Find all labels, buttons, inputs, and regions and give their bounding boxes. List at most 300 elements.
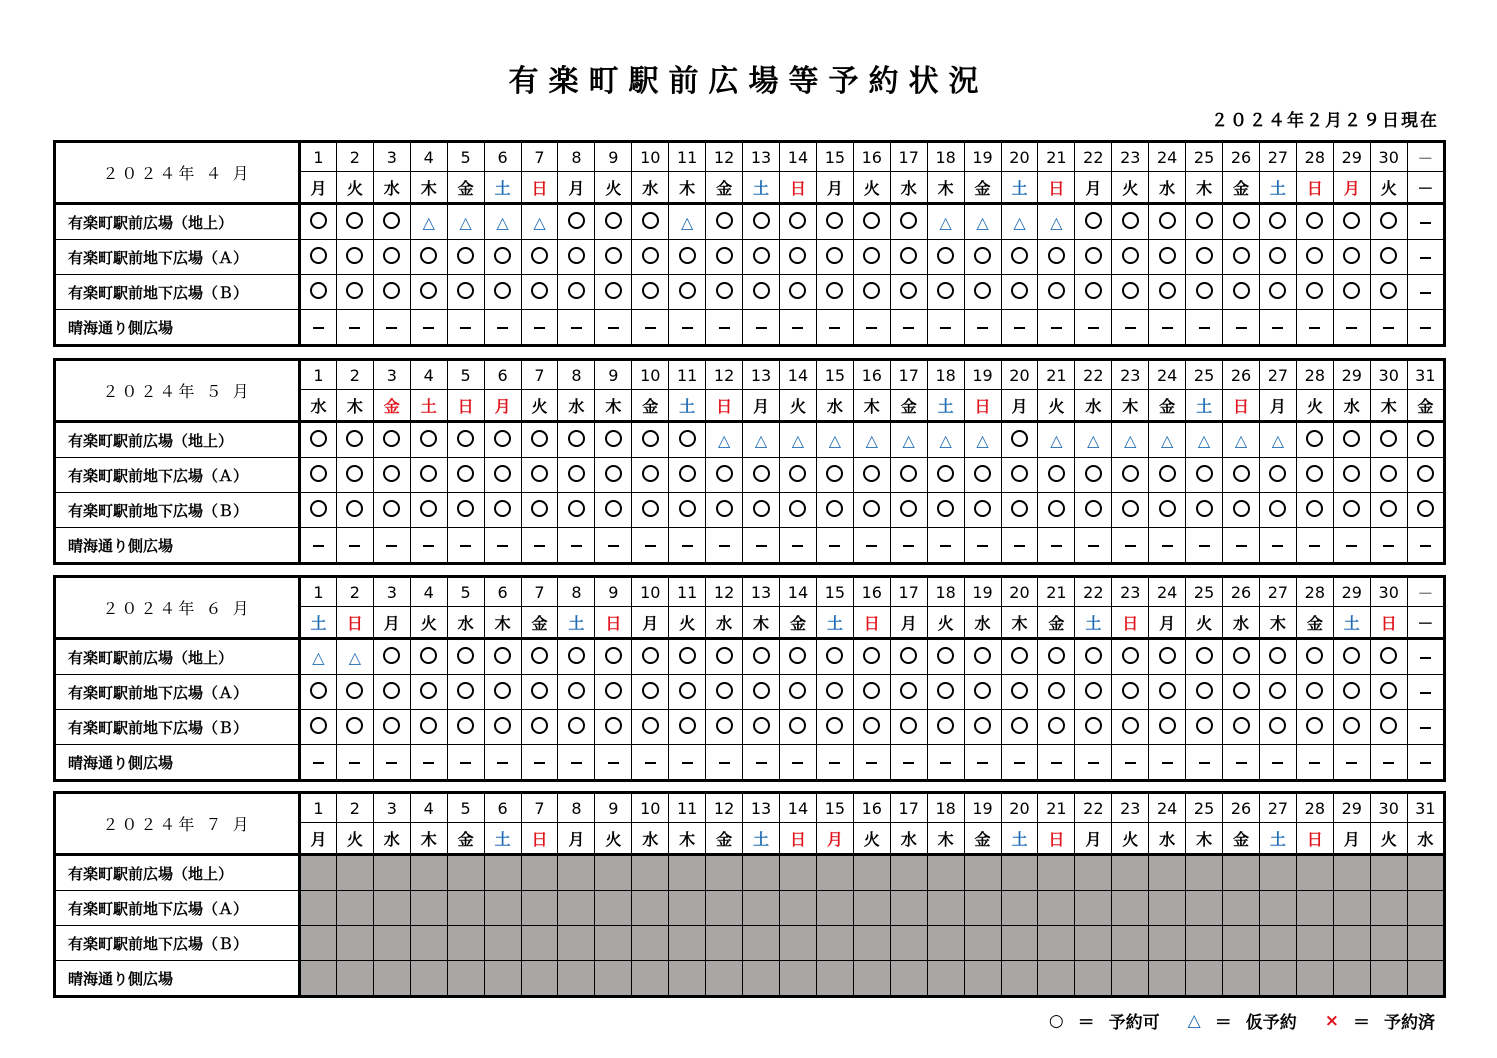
circle-icon — [531, 247, 548, 264]
venue-name: 有楽町駅前広場（地上） — [55, 855, 300, 891]
unavailable-cell — [1259, 855, 1296, 891]
available-circle-icon — [816, 675, 853, 710]
circle-icon — [937, 717, 954, 734]
available-circle-icon — [927, 493, 964, 528]
dash-icon — [792, 762, 803, 764]
day-number: 30 — [1370, 577, 1407, 607]
circle-icon — [1085, 282, 1102, 299]
weekday: 土 — [1333, 607, 1370, 639]
weekday: 月 — [300, 172, 337, 204]
weekday: 金 — [890, 390, 927, 422]
available-circle-icon — [1075, 204, 1112, 240]
tentative-triangle-icon: △ — [484, 204, 521, 240]
dash-icon — [1309, 545, 1320, 547]
circle-icon — [1085, 465, 1102, 482]
circle-icon — [1233, 212, 1250, 229]
available-circle-icon — [595, 458, 632, 493]
circle-icon — [1343, 682, 1360, 699]
circle-icon — [383, 500, 400, 517]
circle-icon — [383, 212, 400, 229]
unavailable-cell — [669, 891, 706, 926]
available-circle-icon — [373, 493, 410, 528]
weekday: 日 — [1296, 172, 1333, 204]
circle-icon — [1233, 465, 1250, 482]
unavailable-cell — [743, 961, 780, 997]
weekday: 日 — [1296, 823, 1333, 855]
circle-icon — [1306, 465, 1323, 482]
available-circle-icon — [1296, 639, 1333, 675]
unavailable-cell — [1333, 855, 1370, 891]
available-circle-icon — [1296, 493, 1333, 528]
no-slot-dash — [890, 310, 927, 346]
available-circle-icon — [1075, 458, 1112, 493]
day-number: 26 — [1223, 360, 1260, 390]
circle-icon — [1380, 500, 1397, 517]
circle-icon — [1085, 212, 1102, 229]
dash-icon — [423, 327, 434, 329]
available-circle-icon — [853, 275, 890, 310]
circle-icon — [605, 465, 622, 482]
dash-icon — [497, 762, 508, 764]
day-number: 11 — [669, 360, 706, 390]
unavailable-cell — [853, 855, 890, 891]
circle-icon — [346, 682, 363, 699]
available-circle-icon — [558, 675, 595, 710]
tentative-triangle-icon: △ — [447, 204, 484, 240]
available-circle-icon — [927, 458, 964, 493]
unavailable-cell — [521, 961, 558, 997]
circle-icon — [937, 282, 954, 299]
available-circle-icon — [1075, 240, 1112, 275]
available-circle-icon — [1112, 639, 1149, 675]
day-number: 11 — [669, 577, 706, 607]
day-number: 30 — [1370, 793, 1407, 823]
circle-icon — [457, 647, 474, 664]
circle-icon — [679, 717, 696, 734]
circle-icon — [568, 717, 585, 734]
available-circle-icon — [1259, 275, 1296, 310]
no-slot-dash — [816, 745, 853, 781]
day-number: 24 — [1149, 360, 1186, 390]
unavailable-cell — [1112, 891, 1149, 926]
unavailable-cell — [1001, 891, 1038, 926]
no-slot-dash — [484, 310, 521, 346]
circle-icon — [974, 682, 991, 699]
venue-row — [55, 240, 1445, 275]
circle-icon — [1196, 682, 1213, 699]
circle-icon — [789, 247, 806, 264]
circle-icon — [863, 212, 880, 229]
weekday: 土 — [1001, 172, 1038, 204]
day-number: 18 — [927, 360, 964, 390]
unavailable-cell — [1149, 891, 1186, 926]
unavailable-cell — [521, 891, 558, 926]
unavailable-cell — [1149, 855, 1186, 891]
circle-icon — [1048, 465, 1065, 482]
unavailable-cell — [1112, 855, 1149, 891]
unavailable-cell — [1407, 855, 1444, 891]
circle-icon — [383, 717, 400, 734]
available-circle-icon — [632, 204, 669, 240]
available-circle-icon — [558, 710, 595, 745]
circle-icon — [1011, 647, 1028, 664]
venue-row — [55, 926, 1445, 961]
unavailable-cell — [1370, 891, 1407, 926]
circle-icon — [1122, 647, 1139, 664]
circle-icon — [531, 647, 548, 664]
circle-icon — [1269, 682, 1286, 699]
day-number: 13 — [743, 142, 780, 172]
weekday: 金 — [706, 172, 743, 204]
day-number: 13 — [743, 577, 780, 607]
venue-row — [55, 745, 1445, 781]
day-number: 8 — [558, 577, 595, 607]
tentative-triangle-icon: △ — [743, 422, 780, 458]
no-slot-dash — [300, 528, 337, 564]
weekday: 水 — [816, 390, 853, 422]
circle-icon — [1269, 282, 1286, 299]
no-slot-dash — [447, 528, 484, 564]
no-slot-dash — [1038, 745, 1075, 781]
weekday: 木 — [410, 823, 447, 855]
available-circle-icon — [300, 675, 337, 710]
available-circle-icon — [1296, 275, 1333, 310]
circle-icon — [605, 212, 622, 229]
unavailable-cell — [743, 926, 780, 961]
no-slot-dash — [1001, 310, 1038, 346]
day-number: 10 — [632, 577, 669, 607]
day-number: 19 — [964, 142, 1001, 172]
unavailable-cell — [1038, 926, 1075, 961]
circle-icon — [1306, 430, 1323, 447]
available-circle-icon — [853, 493, 890, 528]
unavailable-cell — [779, 855, 816, 891]
weekday: 木 — [1112, 390, 1149, 422]
circle-icon — [716, 500, 733, 517]
dash-icon — [829, 762, 840, 764]
circle-icon — [753, 500, 770, 517]
venue-name: 晴海通り側広場 — [55, 310, 300, 346]
circle-icon — [568, 682, 585, 699]
day-number: 5 — [447, 577, 484, 607]
day-number: 28 — [1296, 577, 1333, 607]
circle-icon — [716, 212, 733, 229]
circle-icon — [1343, 647, 1360, 664]
day-number: 3 — [373, 793, 410, 823]
circle-icon — [974, 647, 991, 664]
no-slot-dash — [743, 310, 780, 346]
no-slot-dash — [964, 310, 1001, 346]
unavailable-cell — [706, 891, 743, 926]
unavailable-cell — [1296, 926, 1333, 961]
no-slot-dash — [336, 745, 373, 781]
unavailable-cell — [632, 855, 669, 891]
day-number: 5 — [447, 142, 484, 172]
no-slot-dash — [1001, 528, 1038, 564]
dash-icon — [1420, 257, 1431, 259]
available-circle-icon — [927, 710, 964, 745]
no-slot-dash — [1149, 528, 1186, 564]
available-circle-icon — [1001, 493, 1038, 528]
day-number: 4 — [410, 360, 447, 390]
available-circle-icon — [853, 710, 890, 745]
no-slot-dash — [890, 528, 927, 564]
circle-icon — [1196, 212, 1213, 229]
available-circle-icon — [816, 204, 853, 240]
circle-icon — [937, 247, 954, 264]
available-circle-icon — [1333, 422, 1370, 458]
circle-icon — [1159, 212, 1176, 229]
unavailable-cell — [927, 891, 964, 926]
available-circle-icon — [336, 422, 373, 458]
circle-icon — [1343, 500, 1360, 517]
circle-icon — [457, 247, 474, 264]
dash-icon — [460, 762, 471, 764]
day-number: 22 — [1075, 577, 1112, 607]
dash-icon — [1014, 327, 1025, 329]
dash-icon — [1346, 762, 1357, 764]
day-number: 29 — [1333, 360, 1370, 390]
no-slot-dash — [1075, 310, 1112, 346]
circle-icon — [1380, 212, 1397, 229]
circle-icon — [1380, 282, 1397, 299]
dash-icon — [608, 327, 619, 329]
available-circle-icon — [1149, 240, 1186, 275]
available-circle-icon — [816, 639, 853, 675]
no-slot-dash — [1186, 310, 1223, 346]
unavailable-cell — [927, 855, 964, 891]
venue-name: 有楽町駅前地下広場（Ｂ） — [55, 710, 300, 745]
circle-icon — [383, 465, 400, 482]
unavailable-cell — [300, 961, 337, 997]
circle-icon — [494, 247, 511, 264]
month-label: ２０２４年 ５ 月 — [55, 360, 300, 422]
circle-icon — [1233, 500, 1250, 517]
available-circle-icon — [816, 458, 853, 493]
dash-icon — [792, 545, 803, 547]
no-slot-dash — [521, 745, 558, 781]
circle-icon — [494, 717, 511, 734]
weekday: 土 — [484, 823, 521, 855]
unavailable-cell — [595, 891, 632, 926]
no-slot-dash — [521, 528, 558, 564]
day-number: 7 — [521, 360, 558, 390]
weekday: 月 — [743, 390, 780, 422]
day-number: 19 — [964, 360, 1001, 390]
available-circle-icon — [669, 240, 706, 275]
unavailable-cell — [595, 926, 632, 961]
dash-icon — [571, 545, 582, 547]
available-circle-icon — [521, 275, 558, 310]
available-circle-icon — [595, 422, 632, 458]
available-circle-icon — [300, 275, 337, 310]
circle-icon — [679, 647, 696, 664]
circle-icon — [1122, 717, 1139, 734]
circle-icon — [1380, 430, 1397, 447]
unavailable-cell — [484, 855, 521, 891]
circle-icon — [1233, 717, 1250, 734]
no-slot-dash — [706, 528, 743, 564]
dash-icon — [423, 545, 434, 547]
available-circle-icon — [632, 240, 669, 275]
available-circle-icon — [410, 422, 447, 458]
weekday: 土 — [558, 607, 595, 639]
circle-icon — [1196, 247, 1213, 264]
circle-icon — [1306, 647, 1323, 664]
circle-icon — [974, 465, 991, 482]
dash-icon — [829, 327, 840, 329]
unavailable-cell — [669, 855, 706, 891]
available-circle-icon — [1223, 458, 1260, 493]
available-circle-icon — [1259, 458, 1296, 493]
circle-icon — [900, 212, 917, 229]
day-number: 18 — [927, 142, 964, 172]
day-number: 4 — [410, 793, 447, 823]
available-circle-icon — [1112, 240, 1149, 275]
available-circle-icon — [521, 422, 558, 458]
circle-icon — [1306, 282, 1323, 299]
circle-icon — [1196, 282, 1213, 299]
circle-icon — [679, 465, 696, 482]
day-number: 4 — [410, 577, 447, 607]
available-circle-icon — [1112, 275, 1149, 310]
circle-icon — [679, 282, 696, 299]
available-circle-icon — [1370, 422, 1407, 458]
circle-icon — [605, 500, 622, 517]
weekday: 水 — [558, 390, 595, 422]
unavailable-cell — [1001, 961, 1038, 997]
dash-icon — [792, 327, 803, 329]
available-circle-icon — [373, 422, 410, 458]
available-circle-icon — [521, 458, 558, 493]
legend — [1021, 1008, 1435, 1033]
dash-icon — [756, 545, 767, 547]
available-circle-icon — [1296, 204, 1333, 240]
available-circle-icon — [1038, 240, 1075, 275]
unavailable-cell — [1223, 961, 1260, 997]
weekday: 水 — [1333, 390, 1370, 422]
weekday: 水 — [373, 172, 410, 204]
available-circle-icon — [447, 710, 484, 745]
day-number: 8 — [558, 793, 595, 823]
weekday: 月 — [816, 172, 853, 204]
no-slot-dash — [1407, 528, 1444, 564]
circle-icon — [1269, 500, 1286, 517]
available-circle-icon — [1186, 204, 1223, 240]
weekday: 火 — [595, 823, 632, 855]
no-slot-dash — [595, 528, 632, 564]
day-number: 23 — [1112, 793, 1149, 823]
weekday: 日 — [447, 390, 484, 422]
day-number: 16 — [853, 142, 890, 172]
circle-icon — [1159, 717, 1176, 734]
unavailable-cell — [927, 926, 964, 961]
circle-icon — [900, 247, 917, 264]
weekday: 木 — [1186, 823, 1223, 855]
circle-icon — [494, 500, 511, 517]
unavailable-cell — [447, 926, 484, 961]
circle-icon — [1380, 247, 1397, 264]
circle-icon — [1269, 647, 1286, 664]
dash-icon — [756, 762, 767, 764]
dash-icon — [497, 327, 508, 329]
day-number: 2 — [336, 142, 373, 172]
available-circle-icon — [1149, 639, 1186, 675]
no-slot-dash — [1296, 310, 1333, 346]
unavailable-cell — [1186, 891, 1223, 926]
day-number: 13 — [743, 793, 780, 823]
available-circle-icon — [300, 458, 337, 493]
no-slot-dash — [1075, 745, 1112, 781]
no-slot-dash — [706, 310, 743, 346]
available-circle-icon — [447, 493, 484, 528]
available-circle-icon — [1001, 710, 1038, 745]
available-circle-icon — [1001, 422, 1038, 458]
available-circle-icon — [890, 275, 927, 310]
weekday: 火 — [853, 172, 890, 204]
no-slot-dash — [300, 310, 337, 346]
day-number: 23 — [1112, 142, 1149, 172]
circle-icon — [420, 682, 437, 699]
available-circle-icon — [1370, 493, 1407, 528]
day-number: 7 — [521, 142, 558, 172]
available-circle-icon — [890, 710, 927, 745]
day-number: 28 — [1296, 793, 1333, 823]
unavailable-cell — [816, 926, 853, 961]
circle-icon — [1233, 682, 1250, 699]
tentative-triangle-icon: △ — [816, 422, 853, 458]
weekday: 水 — [447, 607, 484, 639]
no-slot-dash — [1112, 745, 1149, 781]
no-slot-dash — [336, 528, 373, 564]
available-circle-icon — [1370, 710, 1407, 745]
day-number: 4 — [410, 142, 447, 172]
circle-icon — [642, 717, 659, 734]
venue-name: 晴海通り側広場 — [55, 528, 300, 564]
available-circle-icon — [558, 493, 595, 528]
circle-icon — [1269, 212, 1286, 229]
day-number: 12 — [706, 577, 743, 607]
no-slot-dash — [1333, 745, 1370, 781]
available-circle-icon — [779, 675, 816, 710]
weekday: 日 — [853, 607, 890, 639]
circle-icon — [1380, 647, 1397, 664]
circle-icon — [716, 717, 733, 734]
weekday: 火 — [336, 172, 373, 204]
available-circle-icon — [1223, 675, 1260, 710]
available-circle-icon — [1186, 240, 1223, 275]
venue-name: 有楽町駅前地下広場（Ａ） — [55, 891, 300, 926]
dash-icon — [903, 545, 914, 547]
unavailable-cell — [558, 926, 595, 961]
unavailable-cell — [1075, 961, 1112, 997]
no-slot-dash — [669, 310, 706, 346]
available-circle-icon — [1149, 493, 1186, 528]
no-slot-dash — [1296, 528, 1333, 564]
circle-icon — [494, 430, 511, 447]
day-number: 10 — [632, 142, 669, 172]
weekday: 火 — [669, 607, 706, 639]
no-slot-dash — [447, 745, 484, 781]
dash-icon — [313, 327, 324, 329]
circle-icon — [310, 465, 327, 482]
available-circle-icon — [706, 675, 743, 710]
circle-icon — [1233, 282, 1250, 299]
circle-icon — [826, 247, 843, 264]
unavailable-cell — [964, 926, 1001, 961]
available-circle-icon — [447, 675, 484, 710]
weekday: 金 — [1149, 390, 1186, 422]
